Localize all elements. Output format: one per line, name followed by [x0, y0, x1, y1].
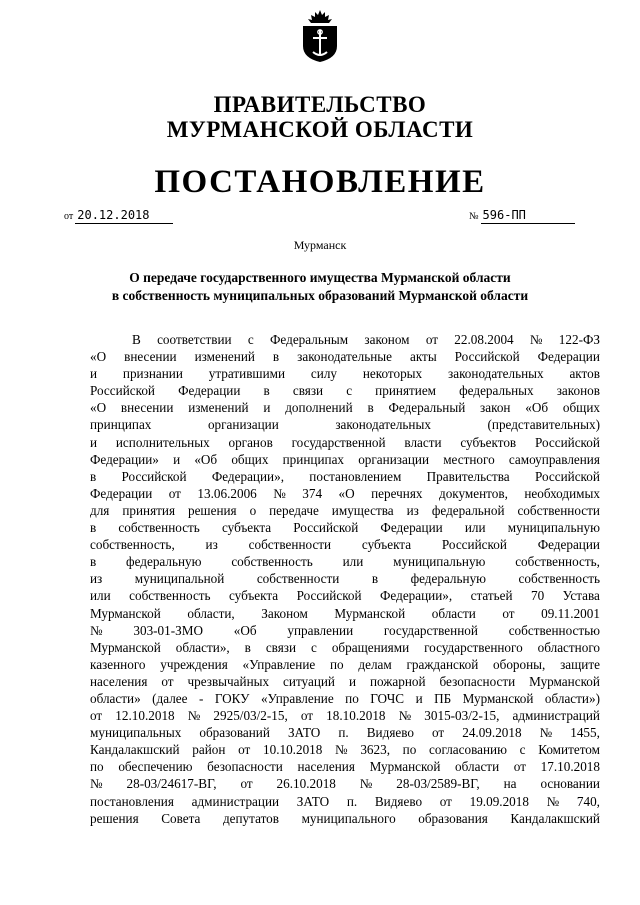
body-word: для	[90, 502, 110, 518]
body-word: «Об	[233, 622, 257, 638]
body-word: субъекта	[361, 537, 412, 553]
body-line	[90, 519, 600, 536]
body-line-words	[90, 622, 600, 639]
body-line	[90, 673, 600, 690]
body-line-words	[90, 673, 600, 690]
document-type: ПОСТАНОВЛЕНИЕ	[154, 164, 486, 200]
body-word: -	[198, 690, 204, 706]
body-word: ситуаций	[283, 673, 335, 689]
body-line-words	[90, 519, 600, 536]
body-word: необходимых	[524, 485, 600, 501]
body-word: общих	[231, 451, 269, 467]
body-word: управлении	[287, 622, 354, 638]
body-line	[90, 485, 600, 502]
body-word: с	[519, 742, 526, 758]
body-line	[90, 605, 600, 622]
body-word: из	[90, 571, 103, 587]
body-word: Российской	[534, 434, 600, 450]
body-word: обеспечению	[118, 759, 193, 775]
body-word: и	[90, 366, 98, 382]
body-word: «Управление	[260, 690, 334, 706]
body-word: от	[300, 708, 314, 724]
document-title-line1: О передаче государственного имущества Мурманской области	[129, 270, 511, 285]
body-word: депутатов	[222, 810, 279, 826]
body-word: Законом	[261, 605, 308, 621]
body-word: Российской	[293, 520, 359, 536]
coat-of-arms-icon	[298, 8, 342, 64]
body-word: области»	[90, 690, 141, 706]
body-line	[90, 536, 600, 553]
body-word: защите	[560, 656, 600, 672]
body-word: на	[503, 776, 517, 792]
body-line	[90, 793, 600, 810]
body-line	[90, 416, 600, 433]
body-line	[90, 639, 600, 656]
body-line	[90, 775, 600, 792]
body-line-words	[90, 382, 600, 399]
body-word: Мурманской	[529, 673, 600, 689]
org-name-line1: ПРАВИТЕЛЬСТВО	[213, 92, 427, 117]
body-word: ГОЧС	[370, 690, 405, 706]
body-word: 17.10.2018	[540, 759, 600, 775]
city-name: Мурманск	[293, 238, 347, 252]
body-word: согласованию	[429, 742, 507, 758]
body-word: Российской	[90, 383, 155, 399]
body-word: с	[311, 639, 317, 655]
body-word: субъекта	[229, 588, 279, 604]
body-line-words	[90, 724, 600, 741]
body-word: собственностью	[508, 622, 600, 638]
body-word: местного	[443, 451, 495, 467]
body-line	[90, 758, 600, 775]
body-word: 70	[531, 588, 545, 604]
body-line-words	[90, 758, 600, 775]
body-word: «О	[90, 349, 107, 365]
body-line-words	[90, 793, 600, 810]
body-word: области	[431, 605, 476, 621]
body-word: и	[348, 673, 357, 689]
body-word: власти	[404, 434, 442, 450]
body-word: внесении	[120, 400, 174, 416]
body-word: собственность	[129, 588, 211, 604]
body-word: 2925/03/2-15,	[213, 708, 288, 724]
body-word: в	[263, 383, 270, 399]
body-word: федеральных	[459, 383, 534, 399]
body-word: перечнях	[371, 485, 423, 501]
body-word: о	[249, 502, 257, 518]
body-word: государственной	[383, 622, 478, 638]
body-word: в	[90, 520, 97, 536]
body-line	[90, 570, 600, 587]
body-word: населения	[90, 673, 148, 689]
body-word: Устава	[562, 588, 600, 604]
body-word: и	[263, 400, 271, 416]
body-word: связи	[265, 639, 297, 655]
body-word: изменений	[188, 400, 249, 416]
body-word: Мурманской	[90, 605, 161, 621]
body-word: из	[406, 502, 419, 518]
body-word: государственного	[424, 639, 523, 655]
body-word: ЗАТО	[296, 793, 330, 809]
body-word: 13.06.2006	[197, 485, 257, 501]
body-word: силу	[310, 366, 337, 382]
body-word: в	[371, 571, 379, 587]
body-word: населения	[297, 759, 355, 775]
body-word: №	[335, 742, 348, 758]
body-word: от	[513, 759, 526, 775]
body-word: собственность,	[90, 537, 175, 553]
body-line-words	[90, 468, 600, 485]
body-word: безопасности	[207, 759, 283, 775]
body-line	[90, 434, 600, 451]
body-word: от	[238, 742, 251, 758]
body-word: и	[90, 434, 98, 450]
body-word: имущества	[331, 502, 394, 518]
body-line	[90, 382, 600, 399]
body-word: администраций	[512, 708, 600, 724]
body-line-words	[90, 365, 600, 382]
body-word: №	[187, 708, 201, 724]
body-word: утратившими	[208, 366, 286, 382]
body-line	[90, 741, 600, 758]
body-word: Мурманской	[334, 605, 406, 621]
body-word: с	[247, 332, 254, 347]
body-word: собственность	[518, 571, 600, 587]
body-word: в	[90, 468, 97, 484]
body-line-words	[90, 605, 600, 622]
body-word: от	[432, 725, 445, 741]
body-word: из	[205, 537, 218, 553]
body-word: от	[425, 332, 438, 347]
body-word: Российской	[296, 588, 362, 604]
body-word: 18.10.2018	[326, 708, 386, 724]
body-word: основании	[540, 776, 600, 792]
body-word: ЗАТО	[287, 725, 321, 741]
body-word: области»,	[175, 639, 230, 655]
body-word: п.	[338, 725, 349, 741]
body-word: «Об	[194, 451, 218, 467]
body-word: внесении	[124, 349, 177, 365]
body-word: №	[398, 708, 412, 724]
body-word: 22.08.2004	[454, 332, 514, 347]
body-word: 374	[302, 485, 323, 501]
body-word: законодательных	[335, 417, 431, 433]
body-word: Российской	[441, 537, 507, 553]
body-word: в	[244, 639, 251, 655]
body-word: принятия	[122, 502, 176, 518]
body-word: район	[192, 742, 226, 758]
body-word: безопасности	[439, 673, 516, 689]
body-line-words	[90, 399, 600, 416]
body-line	[90, 451, 600, 468]
body-word: №	[273, 485, 286, 501]
date-prefix: от	[64, 211, 74, 222]
body-word: ГОКУ	[214, 690, 250, 706]
body-word: принятием	[375, 383, 437, 399]
body-word: акты	[409, 349, 437, 365]
body-word: гражданской	[406, 656, 479, 672]
body-word: организации	[207, 417, 279, 433]
body-word: муниципальную	[393, 554, 486, 570]
body-word: документов,	[438, 485, 508, 501]
body-word: собственность	[118, 520, 200, 536]
number-value: 596-ПП	[481, 207, 575, 224]
body-word: признании	[122, 366, 183, 382]
body-word: федеральную	[126, 554, 202, 570]
body-word: собственность	[231, 554, 313, 570]
body-word: закон	[480, 400, 511, 416]
body-line-words	[90, 656, 600, 673]
body-word: связи	[292, 383, 324, 399]
body-line	[90, 724, 600, 741]
body-line	[90, 622, 600, 639]
body-word: 24.09.2018	[462, 725, 522, 741]
body-word: 19.09.2018	[469, 793, 529, 809]
body-word: 122-ФЗ	[558, 332, 600, 347]
body-word: Видяево	[374, 793, 423, 809]
body-word: обращениями	[331, 639, 410, 655]
body-word: Российской	[121, 468, 187, 484]
body-word: или	[342, 554, 364, 570]
body-word: (представительных)	[487, 417, 600, 433]
body-word: (далее	[152, 690, 188, 706]
body-word: изменений	[194, 349, 255, 365]
body-word: муниципальную	[507, 520, 600, 536]
body-line	[90, 502, 600, 519]
body-word: самоуправления	[508, 451, 600, 467]
body-word: или	[464, 520, 486, 536]
body-line	[90, 656, 600, 673]
document-date	[64, 207, 173, 225]
body-word: «Управление	[242, 656, 316, 672]
body-word: Мурманской	[90, 639, 161, 655]
body-word: законом	[364, 332, 410, 347]
body-word: №	[90, 622, 103, 638]
body-word: решения	[187, 502, 237, 518]
body-line	[90, 468, 600, 485]
body-word: субъектов	[460, 434, 517, 450]
body-word: актов	[569, 366, 600, 382]
date-value: 20.12.2018	[75, 207, 173, 224]
body-word: Федерации	[380, 520, 443, 536]
document-body	[90, 331, 600, 827]
body-word: государственной	[291, 434, 386, 450]
body-word: №	[546, 793, 560, 809]
body-word: 3623,	[360, 742, 390, 758]
body-word: Кандалакшский	[90, 742, 180, 758]
body-word: с	[346, 383, 353, 399]
body-word: по	[90, 759, 104, 775]
body-word: образований	[199, 725, 270, 741]
body-line	[90, 365, 600, 382]
body-line-words	[90, 502, 600, 519]
body-word: некоторых	[362, 366, 423, 382]
body-word: Федеральным	[270, 332, 349, 347]
body-line-words	[90, 707, 600, 724]
body-word: по	[345, 690, 359, 706]
number-prefix: №	[469, 211, 479, 222]
body-word: законодательные	[297, 349, 392, 365]
body-word: 3015-03/2-15,	[424, 708, 500, 724]
body-word: от	[439, 793, 452, 809]
body-word: принципах	[282, 451, 345, 467]
body-line-words	[90, 775, 600, 792]
body-word: области	[455, 759, 500, 775]
body-line	[90, 553, 600, 570]
body-line-words	[90, 348, 600, 365]
document-number	[469, 207, 575, 225]
body-word: статьей	[470, 588, 513, 604]
body-word: Федерации	[178, 383, 241, 399]
body-word: соответствии	[157, 332, 232, 347]
body-line-words	[90, 485, 600, 502]
body-word: областного	[537, 639, 600, 655]
body-line	[90, 690, 600, 707]
body-word: Федерации	[537, 537, 600, 553]
body-word: 303-01-ЗМО	[133, 622, 203, 638]
body-word: организации	[358, 451, 430, 467]
body-word: от	[168, 485, 181, 501]
body-word: пожарной	[369, 673, 426, 689]
body-word: 740,	[576, 793, 600, 809]
document-title-line2: в собственность муниципальных образований Мурманской области	[111, 288, 529, 303]
body-word: принципах	[90, 417, 152, 433]
body-word: казенного	[90, 656, 146, 672]
body-word: администрации	[191, 793, 280, 809]
body-word: муниципальной	[134, 571, 225, 587]
body-word: учреждения	[160, 656, 228, 672]
body-word: собственность,	[515, 554, 600, 570]
body-word: Комитетом	[538, 742, 600, 758]
body-word: Правительства	[426, 468, 510, 484]
body-word: Мурманской	[369, 759, 441, 775]
body-word: 12.10.2018	[115, 708, 175, 724]
body-word: 28-03/24617-ВГ,	[126, 776, 217, 792]
body-line-words	[132, 331, 600, 348]
body-word: органов	[228, 434, 273, 450]
body-word: федеральную	[410, 571, 487, 587]
body-word: №	[529, 332, 543, 347]
body-word: 26.10.2018	[276, 776, 336, 792]
body-word: №	[359, 776, 373, 792]
body-word: Российской	[534, 468, 600, 484]
body-word: Федерации»,	[380, 588, 453, 604]
body-word: муниципального	[301, 810, 396, 826]
body-word: собственности	[517, 502, 600, 518]
body-word: от	[161, 673, 174, 689]
body-word: Кандалакшский	[510, 810, 600, 826]
body-word: в	[90, 554, 97, 570]
body-line-words	[90, 570, 600, 587]
body-word: 1455,	[570, 725, 600, 741]
body-line-words	[90, 810, 600, 827]
body-word: по	[402, 742, 417, 758]
body-word: Федерации	[537, 349, 600, 365]
body-word: собственности	[248, 537, 332, 553]
body-line-words	[90, 587, 600, 604]
body-word: постановления	[90, 793, 174, 809]
body-word: муниципальных	[90, 725, 182, 741]
body-word: Мурманской	[462, 690, 534, 706]
body-line-words	[90, 690, 600, 707]
body-word: и	[415, 690, 423, 706]
body-word: №	[90, 776, 103, 792]
body-word: чрезвычайных	[187, 673, 270, 689]
body-word: исполнительных	[115, 434, 210, 450]
body-word: дополнений	[285, 400, 353, 416]
body-word: области,	[187, 605, 235, 621]
body-line	[90, 331, 600, 348]
body-word: собственности	[256, 571, 340, 587]
body-line-words	[90, 741, 600, 758]
body-word: делам	[358, 656, 392, 672]
body-word: 09.11.2001	[541, 605, 600, 621]
body-line	[90, 587, 600, 604]
body-word: законов	[556, 383, 600, 399]
body-word: Федерации»,	[211, 468, 284, 484]
body-word: от	[502, 605, 515, 621]
body-word: федеральной	[431, 502, 505, 518]
body-word: ПБ	[434, 690, 452, 706]
body-line	[90, 707, 600, 724]
body-word: области»)	[544, 690, 600, 706]
body-word: Федерации	[90, 485, 153, 501]
body-word: или	[90, 588, 111, 604]
body-line-words	[90, 536, 600, 553]
body-word: В	[132, 332, 141, 347]
body-word: в	[367, 400, 374, 416]
body-word: от	[90, 708, 103, 724]
body-word: образования	[418, 810, 488, 826]
body-line	[90, 348, 600, 365]
body-word: обороны,	[493, 656, 546, 672]
body-word: п.	[346, 793, 358, 809]
body-word: Федерации»	[90, 451, 159, 467]
body-line	[90, 810, 600, 827]
body-word: субъекта	[221, 520, 272, 536]
body-word: Видяево	[366, 725, 414, 741]
body-word: Совета	[161, 810, 201, 826]
body-word: общих	[562, 400, 600, 416]
body-line-words	[90, 434, 600, 451]
body-word: в	[272, 349, 280, 365]
body-word: «О	[90, 400, 107, 416]
body-line-words	[90, 639, 600, 656]
body-word: и	[173, 451, 181, 467]
body-word: по	[329, 656, 344, 672]
body-word: 28-03/2589-ВГ,	[396, 776, 480, 792]
body-word: законодательных	[448, 366, 544, 382]
body-word: «Об	[525, 400, 549, 416]
body-word: №	[539, 725, 553, 741]
body-word: 10.10.2018	[263, 742, 323, 758]
body-word: решения	[90, 810, 139, 826]
body-line-words	[90, 451, 600, 468]
body-line-words	[90, 416, 600, 433]
body-line-words	[90, 553, 600, 570]
body-word: от	[240, 776, 253, 792]
body-word: передаче	[269, 502, 319, 518]
body-word: Российской	[454, 349, 520, 365]
body-word: постановлением	[309, 468, 402, 484]
body-word: Федеральный	[388, 400, 466, 416]
org-name-line2: МУРМАНСКОЙ ОБЛАСТИ	[166, 117, 474, 142]
body-line	[90, 399, 600, 416]
body-word: «О	[338, 485, 355, 501]
